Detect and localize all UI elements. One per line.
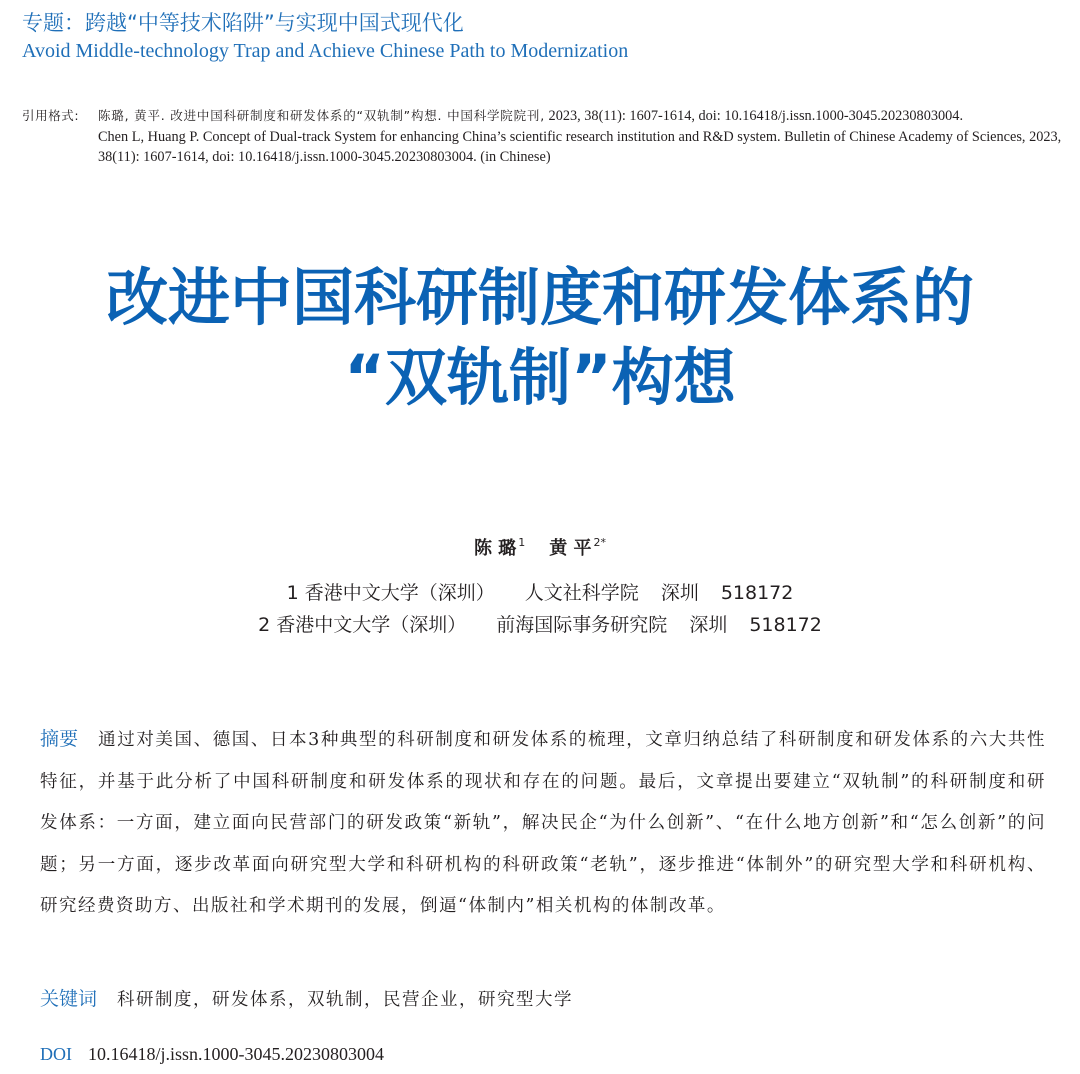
affiliation-number: 1 [286, 582, 299, 604]
affiliation-zip: 518172 [720, 582, 794, 604]
affiliation-city: 深圳 [660, 582, 699, 604]
doi-label: DOI [40, 1044, 72, 1064]
keywords-label: 关键词 [40, 988, 98, 1010]
citation-cn-title: 陈璐, 黄平. 改进中国科研制度和研发体系的“双轨制”构想. 中国科学院院刊, [98, 108, 545, 123]
keywords-section [40, 984, 1046, 1015]
citation-cn [98, 106, 1068, 127]
journal-topic-header [22, 8, 1062, 64]
keywords-text: 科研制度，研发体系，双轨制，民营企业，研究型大学 [117, 990, 574, 1010]
affiliation-city: 深圳 [689, 614, 728, 636]
topic-title-en: Avoid Middle-technology Trap and Achieve Chinese Path to Modernization [22, 40, 629, 62]
citation-cn-row [22, 106, 1068, 127]
affiliation-row [0, 577, 1080, 609]
affiliation-org: 香港中文大学（深圳） [276, 614, 467, 636]
article-title [0, 258, 1080, 418]
author-list [0, 534, 1080, 560]
doi-value[interactable]: 10.16418/j.issn.1000-3045.20230803004 [88, 1044, 385, 1064]
affiliation-dept: 人文社科学院 [524, 582, 639, 604]
citation-en: Chen L, Huang P. Concept of Dual-track System for enhancing China’s scientific research institution and R&D system. Bulletin of Chinese Academy of Sciences, 2023, 38(11): 1607-1614, doi: 10.16418/j.issn.1000-3045.20230803004. (in Chinese) [98, 128, 1062, 165]
author-affil-mark: 1 [518, 536, 526, 549]
citation-cn-ref: 2023, 38(11): 1607-1614, doi: 10.16418/j.issn.1000-3045.20230803004. [544, 108, 964, 124]
affiliation-org: 香港中文大学（深圳） [304, 582, 495, 604]
article-title-line1: 改进中国科研制度和研发体系的 [105, 261, 974, 334]
abstract-section [40, 719, 1046, 928]
author-affil-mark: 2* [593, 536, 607, 549]
author-name: 黄 平 [549, 538, 592, 559]
author-name: 陈 璐 [473, 538, 517, 559]
topic-title-cn: 专题：跨越“中等技术陷阱”与实现中国式现代化 [22, 11, 464, 35]
citation-label: 引用格式: [22, 108, 80, 123]
affiliation-zip: 518172 [749, 614, 822, 636]
doi-section [40, 1040, 384, 1068]
affiliation-list [0, 577, 1080, 641]
article-title-line2: “双轨制”构想 [344, 341, 736, 414]
affiliation-row [0, 609, 1080, 641]
abstract-label: 摘要 [40, 728, 79, 750]
citation-block [22, 106, 1068, 168]
affiliation-dept: 前海国际事务研究院 [496, 614, 668, 636]
affiliation-number: 2 [258, 614, 271, 636]
abstract-text: 通过对美国、德国、日本3种典型的科研制度和研发体系的梳理，文章归纳总结了科研制度和研发体系的六大共性特征，并基于此分析了中国科研制度和研发体系的现状和存在的问题。最后，文章提出要建立“双轨制”的科研制度和研发体系：一方面，建立面向民营部门的研发政策“新轨”，解决民企“为什么创新”、“在什么地方创新”和“怎么创新”的问题；另一方面，逐步改革面向研究型大学和科研机构的科研政策“老轨”，逐步推进“体制外”的研究型大学和科研机构、研究经费资助方、出版社和学术期刊的发展，倒逼“体制内”相关机构的体制改革。 [40, 730, 1046, 916]
